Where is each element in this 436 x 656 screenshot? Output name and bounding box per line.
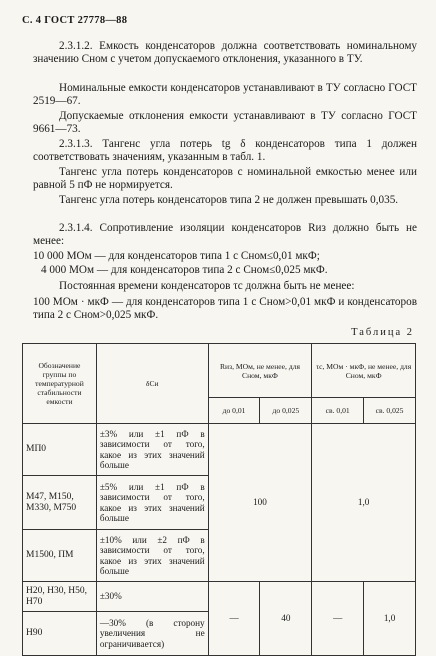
- group-cell: М47, М150, М330, М750: [23, 476, 97, 530]
- header-r: Rиз, МОм, не менее, для Cном, мкФ: [208, 344, 312, 398]
- para-tolerance: Допускаемые отклонения емкости устанавливают в ТУ согласно ГОСТ 9661—73.: [33, 110, 417, 136]
- h90-r2-cell: 40: [260, 582, 312, 656]
- header-dc: δCи: [96, 344, 208, 424]
- header-group: Обозначение группы по температурной стабильности емкости: [23, 344, 97, 424]
- para-2-3-1-3: 2.3.1.3. Тангенс угла потерь tg δ конденсаторов типа 1 должен соответствовать значениям, указанным в табл. 1.: [33, 138, 417, 164]
- para-2-3-1-4: 2.3.1.4. Сопротивление изоляции конденсаторов Rиз должно быть не менее:: [33, 222, 417, 248]
- resistance-type1: 10 000 МОм — для конденсаторов типа 1 с Cном≤0,01 мкФ;: [33, 250, 320, 262]
- para-2-3-1-2: 2.3.1.2. Емкость конденсаторов должна соответствовать номинальному значению Cном с учетом допускаемого отклонения, указанного в ТУ.: [33, 40, 417, 66]
- para-type2: Тангенс угла потерь конденсаторов типа 2 не должен превышать 0,035.: [59, 194, 399, 206]
- dc-cell: ±30%: [96, 582, 208, 612]
- para-time-constant: Постоянная времени конденсаторов τc должна быть не менее:: [59, 280, 355, 292]
- header-tau: τс, МОм · мкФ, не менее, для Cном, мкФ: [312, 344, 416, 398]
- para-5pf: Тангенс угла потерь конденсаторов с номинальной емкостью менее или равной 5 пФ не нормируется.: [33, 166, 417, 192]
- h90-t2-cell: 1,0: [364, 582, 416, 656]
- table-caption: Таблица 2: [351, 327, 414, 338]
- dc-cell: —30% (в сторону увеличения не ограничивается): [96, 612, 208, 656]
- sub-header-1: до 0,01: [208, 398, 260, 424]
- resistance-type2: 4 000 МОм — для конденсаторов типа 2 с Cном≤0,025 мкФ.: [41, 264, 328, 276]
- group-cell: МП0: [23, 424, 97, 476]
- sub-header-3: св. 0,01: [312, 398, 364, 424]
- dc-cell: ±5% или ±1 пФ в зависимости от того, какое из этих значений больше: [96, 476, 208, 530]
- para-nominal: Номинальные емкости конденсаторов устанавливают в ТУ согласно ГОСТ 2519—67.: [33, 82, 417, 108]
- table-2: [22, 343, 416, 656]
- time-constant-value: 100 МОм · мкФ — для конденсаторов типа 1 с Cном>0,01 мкФ и конденсаторов типа 2 с Cном>0,025 мкФ.: [33, 296, 417, 322]
- table-row: [23, 424, 416, 476]
- dc-cell: ±3% или ±1 пФ в зависимости от того, какое из этих значений больше: [96, 424, 208, 476]
- dc-cell: ±10% или ±2 пФ в зависимости от того, какое из этих значений больше: [96, 530, 208, 582]
- group-cell: Н20, Н30, Н50, Н70: [23, 582, 97, 612]
- r-merged-cell: 100: [208, 424, 312, 582]
- h90-t1-cell: —: [312, 582, 364, 656]
- tau-merged-cell: 1,0: [312, 424, 416, 582]
- sub-header-2: до 0,025: [260, 398, 312, 424]
- h90-r1-cell: —: [208, 582, 260, 656]
- table-row: [23, 582, 416, 612]
- page-header: С. 4 ГОСТ 27778—88: [22, 15, 128, 26]
- group-cell: М1500, ПМ: [23, 530, 97, 582]
- group-cell: Н90: [23, 612, 97, 656]
- sub-header-4: св. 0,025: [364, 398, 416, 424]
